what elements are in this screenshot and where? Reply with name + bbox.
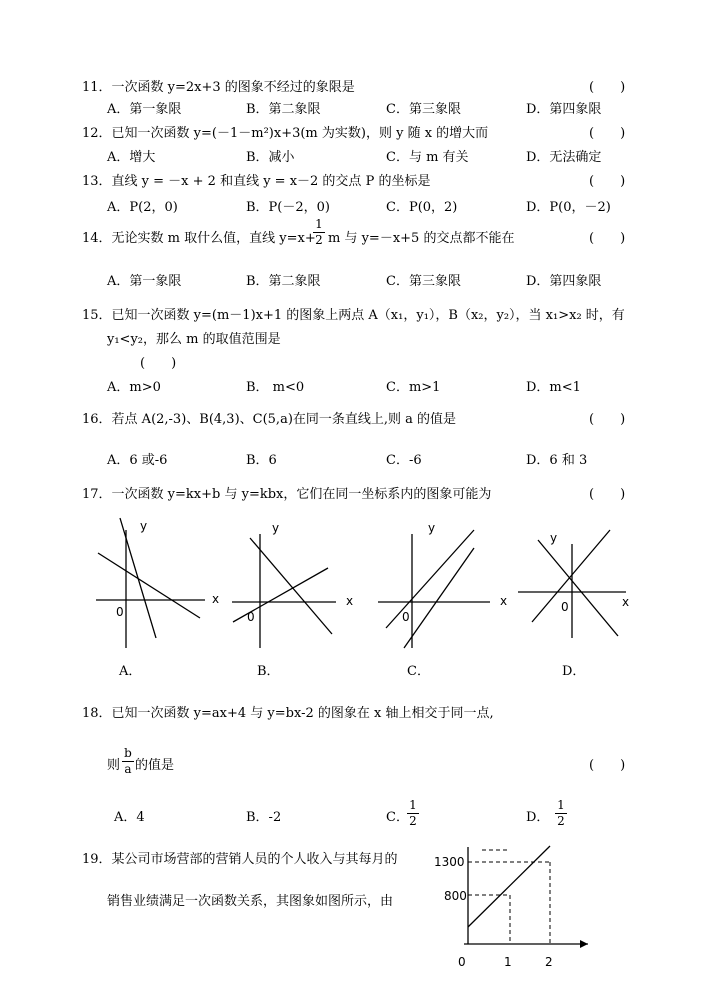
- graph-line: [404, 548, 474, 648]
- frac-num: 1: [557, 798, 565, 812]
- q13-answer-paren: ( ): [589, 174, 626, 189]
- q16-option-d: D．6 和 3: [526, 453, 588, 468]
- x-axis-label: x: [622, 595, 630, 609]
- graph-line: [386, 530, 474, 628]
- q17-stem: 17．一次函数 y=kx+b 与 y=kbx，它们在同一坐标系内的图象可能为: [82, 487, 492, 502]
- q18-fraction: [122, 747, 134, 776]
- q15-option-a: A．m>0: [107, 380, 161, 395]
- q15-stem-line1: 15．已知一次函数 y=(m－1)x+1 的图象上两点 A（x₁，y₁），B（x₂，y₂），当 x₁>x₂ 时，有: [82, 308, 625, 323]
- q14-option-c: C．第三象限: [386, 274, 461, 289]
- frac-den: 2: [409, 814, 417, 828]
- q18-option-c: C．: [386, 810, 409, 825]
- q18-option-c-fraction: [407, 799, 419, 828]
- q14-fraction: [313, 218, 325, 247]
- q17-graph-d: [514, 530, 654, 650]
- q12-option-c: C．与 m 有关: [386, 150, 469, 165]
- q14-frac-num: 1: [315, 217, 323, 231]
- q12-stem: 12．已知一次函数 y=(－1－m²)x+3(m 为实数)，则 y 随 x 的增大而: [82, 126, 489, 141]
- q18-stem-tail: 的值是: [135, 758, 175, 773]
- graph-line: [98, 553, 200, 618]
- q13-option-d: D．P(0，－2): [526, 200, 611, 215]
- q16-stem: 16．若点 A(2,-3)、B(4,3)、C(5,a)在同一条直线上,则 a 的值是: [82, 412, 457, 427]
- y-axis-label: y: [272, 521, 280, 535]
- q14-frac-den: 2: [315, 233, 323, 247]
- y-tick-1300: 1300: [434, 855, 465, 869]
- q14-option-a: A．第一象限: [107, 274, 182, 289]
- q14-option-d: D．第四象限: [526, 274, 602, 289]
- q16-option-a: A．6 或-6: [107, 453, 168, 468]
- origin-label: 0: [247, 610, 255, 624]
- graph-line: [250, 538, 332, 634]
- q14-stem-part1: 14．无论实数 m 取什么值，直线 y=x+: [82, 231, 316, 246]
- origin-label: 0: [561, 600, 569, 614]
- q18-answer-paren: ( ): [589, 758, 626, 773]
- q18-option-a: A．4: [114, 810, 145, 825]
- q17-graph-c-label: C．: [407, 664, 430, 679]
- q12-option-d: D．无法确定: [526, 150, 602, 165]
- q17-answer-paren: ( ): [589, 487, 626, 502]
- q14-answer-paren: ( ): [589, 231, 626, 246]
- q13-option-c: C．P(0，2): [386, 200, 458, 215]
- y-axis-label: y: [550, 531, 558, 545]
- q13-option-a: A．P(2，0): [107, 200, 178, 215]
- q15-option-c: C．m>1: [386, 380, 441, 395]
- q17-graph-b-label: B．: [257, 664, 280, 679]
- q11-answer-paren: ( ): [589, 80, 626, 95]
- q18-option-d: D．: [526, 810, 550, 825]
- y-tick-800: 800: [444, 889, 467, 903]
- y-axis-label: y: [428, 521, 436, 535]
- q15-answer-paren: ( ): [140, 356, 177, 371]
- q18-frac-num: b: [124, 746, 132, 760]
- x-axis-label: x: [346, 594, 354, 608]
- q17-graph-a: [90, 518, 230, 648]
- frac-den: 2: [557, 814, 565, 828]
- q19-stem-line2: 销售业绩满足一次函数关系，其图象如图所示，由: [107, 894, 394, 909]
- frac-num: 1: [409, 798, 417, 812]
- x-axis-arrow: [580, 940, 588, 948]
- q17-graph-d-label: D．: [562, 664, 586, 679]
- q18-frac-den: a: [124, 762, 132, 776]
- q14-option-b: B．第二象限: [246, 274, 321, 289]
- q15-stem-line2: y₁<y₂，那么 m 的取值范围是: [107, 332, 281, 347]
- q11-option-b: B．第二象限: [246, 102, 321, 117]
- q18-option-d-fraction: [555, 799, 567, 828]
- q16-option-b: B．6: [246, 453, 277, 468]
- q18-stem: 18．已知一次函数 y=ax+4 与 y=bx-2 的图象在 x 轴上相交于同一点,: [82, 706, 494, 721]
- x-axis-label: x: [212, 592, 220, 606]
- y-axis-label: y: [140, 519, 148, 533]
- x-tick-2: 2: [545, 955, 553, 969]
- x-tick-1: 1: [504, 955, 512, 969]
- graph-line: [532, 530, 610, 622]
- q16-answer-paren: ( ): [589, 412, 626, 427]
- q11-stem: 11．一次函数 y=2x+3 的图象不经过的象限是: [82, 80, 355, 95]
- q19-stem-line1: 19．某公司市场营部的营销人员的个人收入与其每月的: [82, 852, 398, 867]
- q11-option-d: D．第四象限: [526, 102, 602, 117]
- q12-option-a: A．增大: [107, 150, 156, 165]
- origin-label: 0: [402, 610, 410, 624]
- q12-answer-paren: ( ): [589, 126, 626, 141]
- q17-graph-c: [370, 520, 510, 650]
- q13-stem: 13．直线 y = －x + 2 和直线 y = x－2 的交点 P 的坐标是: [82, 174, 431, 189]
- q11-option-a: A．第一象限: [107, 102, 182, 117]
- graph-line: [538, 540, 618, 636]
- q19-income-graph: [430, 842, 600, 972]
- q16-option-c: C．-6: [386, 453, 422, 468]
- q17-graph-a-label: A．: [119, 664, 142, 679]
- x-axis-label: x: [500, 594, 508, 608]
- q15-option-d: D．m<1: [526, 380, 581, 395]
- q17-graph-b: [228, 520, 368, 650]
- q15-option-b: B． m<0: [246, 380, 305, 395]
- x-tick-0: 0: [458, 955, 466, 969]
- q18-then: 则: [107, 758, 121, 773]
- q14-stem-part2: m 与 y=－x+5 的交点都不能在: [328, 231, 515, 246]
- q18-option-b: B．-2: [246, 810, 282, 825]
- income-line: [468, 846, 550, 927]
- q11-option-c: C．第三象限: [386, 102, 461, 117]
- origin-label: 0: [116, 605, 124, 619]
- q12-option-b: B．减小: [246, 150, 295, 165]
- q13-option-b: B．P(－2，0): [246, 200, 330, 215]
